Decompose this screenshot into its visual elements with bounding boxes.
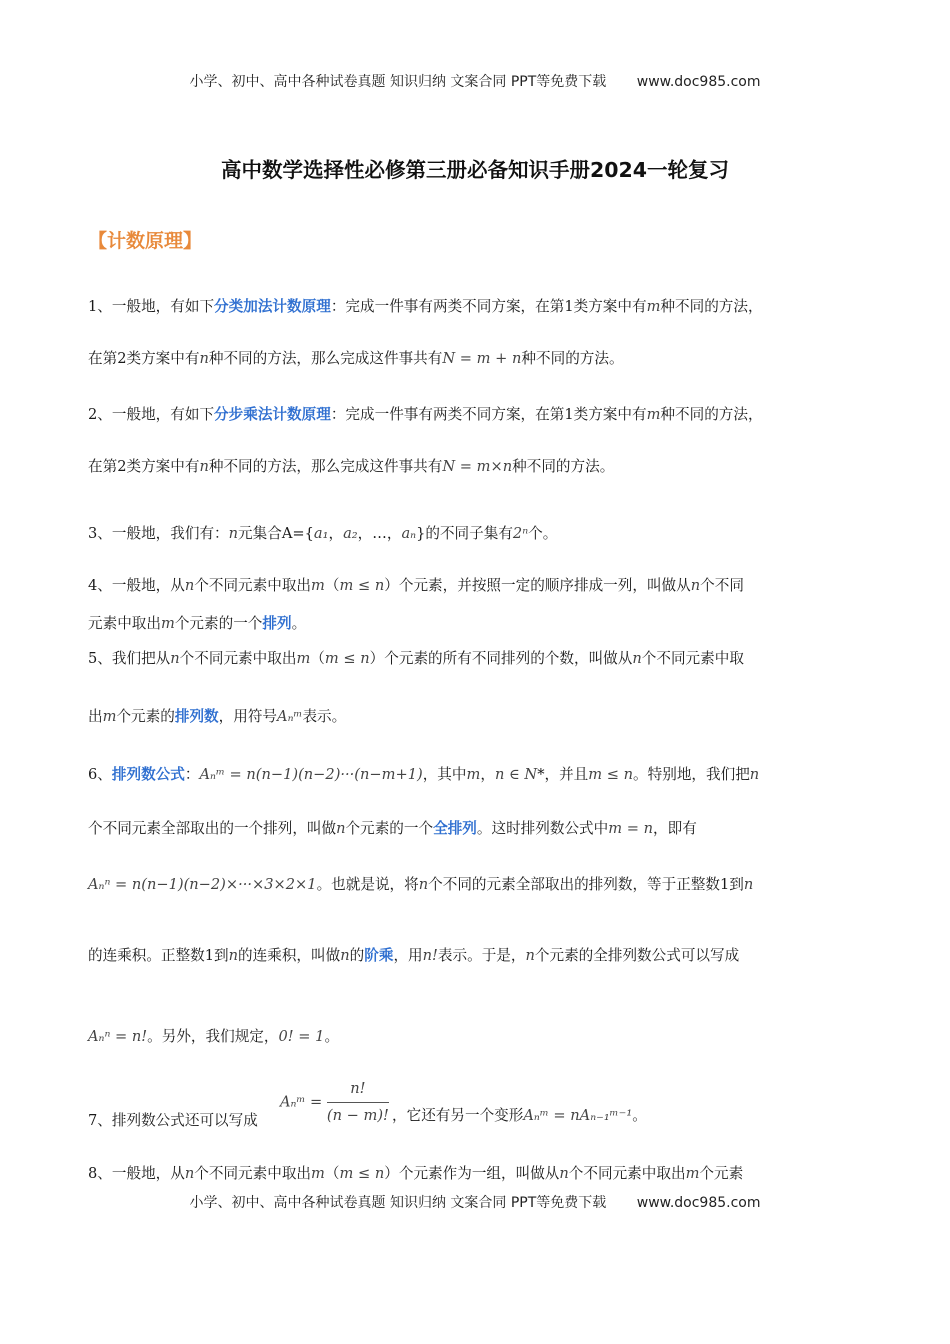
math-m: m <box>102 708 117 725</box>
math-n-factorial: n! <box>422 947 438 964</box>
item-2-line-2 <box>88 457 614 477</box>
text: 的 <box>349 947 365 964</box>
text: 个元素的一个 <box>345 820 434 837</box>
text: 个元素 <box>699 1165 744 1182</box>
math-m: m <box>466 766 481 783</box>
text: 元素中取出 <box>88 615 161 632</box>
text: ） <box>369 650 385 667</box>
text: ， <box>357 525 373 542</box>
item-6-line-3 <box>88 875 753 895</box>
text: *，并且 <box>537 766 589 783</box>
text: ：完成一件事有两类不同方案，在第1类方案中有 <box>330 298 647 315</box>
text: 个不同 <box>700 577 744 594</box>
math-n: n <box>336 820 346 837</box>
text: 表示。 <box>302 708 347 725</box>
header-site: www.doc985.com <box>636 74 761 90</box>
text: 的连乘积。正整数1到 <box>88 947 229 964</box>
text: 种不同的方法，那么完成这件事共有 <box>208 350 443 367</box>
text: 种不同的方法。 <box>521 350 624 367</box>
fraction-denominator: (n − m)! <box>326 1107 389 1124</box>
math-n: n <box>559 1165 569 1182</box>
math-A-variant: Aₙᵐ = nAₙ₋₁ᵐ⁻¹ <box>523 1107 633 1124</box>
item-1-line-1 <box>88 297 763 317</box>
text: 6、 <box>88 766 112 783</box>
math-m-le-n: m ≤ n <box>324 650 370 667</box>
footer-text: 小学、初中、高中各种试卷真题 知识归纳 文案合同 PPT等免费下载 <box>189 1195 607 1211</box>
math-m: m <box>296 650 311 667</box>
math-n: n <box>184 1165 195 1182</box>
math-a2: a₂ <box>343 525 358 542</box>
text: ，即有 <box>653 820 697 837</box>
keyword-permutation-formula: 排列数公式 <box>111 766 185 783</box>
item-7-variant <box>392 1106 647 1126</box>
text: 种不同的方法，那么完成这件事共有 <box>208 458 443 475</box>
math-n: n <box>184 577 195 594</box>
text: 个元素的 <box>116 708 175 725</box>
text: ， <box>480 766 495 783</box>
text: （ <box>324 577 340 594</box>
keyword-factorial: 阶乘 <box>364 947 394 964</box>
item-7-fraction-formula <box>280 1078 389 1127</box>
text: …， <box>372 525 402 542</box>
item-1-line-2 <box>88 349 624 369</box>
text: ：完成一件事有两类不同方案，在第1类方案中有 <box>330 406 647 423</box>
text: 个。 <box>528 525 558 542</box>
text: 4、一般地，从 <box>88 577 185 594</box>
math-A-mn: Aₙᵐ <box>277 708 303 725</box>
item-3-line-1 <box>88 524 557 544</box>
text: 种不同的方法， <box>660 298 763 315</box>
item-5-line-1 <box>88 649 744 669</box>
text: 的连乘积，叫做 <box>238 947 341 964</box>
math-n-in-N: n ∈ N <box>494 766 538 783</box>
text: ，用符号 <box>218 708 278 725</box>
text: ） <box>384 577 399 594</box>
text: ） <box>384 1165 399 1182</box>
text: 个不同元素中取出 <box>568 1165 686 1182</box>
fraction-numerator: n! <box>327 1078 389 1103</box>
text: 。特别地，我们把 <box>633 766 750 783</box>
math-n: n <box>340 947 350 964</box>
text: 。也就是说，将 <box>316 876 419 893</box>
math-n: n <box>418 876 429 893</box>
math-m-le-n: m ≤ n <box>339 1165 385 1182</box>
text: 个元素，并按照一定的顺序排成一列，叫做从 <box>398 577 691 594</box>
item-5-line-2 <box>88 707 346 727</box>
text: 8、一般地，从 <box>88 1165 185 1182</box>
math-n: n <box>749 766 760 783</box>
text: 表示。于是， <box>437 947 526 964</box>
math-n: n <box>170 650 180 667</box>
math-an: aₙ <box>401 525 417 542</box>
item-6-line-2 <box>88 819 697 839</box>
keyword-permutation-number: 排列数 <box>174 708 219 725</box>
math-n: n <box>199 458 209 475</box>
text: ： <box>184 766 200 783</box>
text: （ <box>324 1165 340 1182</box>
item-4-line-1 <box>88 576 744 596</box>
item-6-line-4 <box>88 946 739 966</box>
math-m: m <box>311 1165 325 1182</box>
math-m: m <box>646 298 661 315</box>
fraction <box>327 1078 389 1127</box>
text: ，用 <box>393 947 423 964</box>
keyword-addition-principle: 分类加法计数原理 <box>214 298 331 315</box>
text: 个元素的所有不同排列的个数，叫做从 <box>384 650 633 667</box>
header-text: 小学、初中、高中各种试卷真题 知识归纳 文案合同 PPT等免费下载 <box>189 74 607 90</box>
math-n: n <box>632 650 642 667</box>
math-n: n <box>199 350 209 367</box>
text: 。 <box>324 1028 340 1045</box>
math-m: m <box>646 406 661 423</box>
math-n: n <box>525 947 535 964</box>
item-8-line-1 <box>88 1164 743 1184</box>
keyword-permutation: 排列 <box>262 615 292 632</box>
item-7-text <box>88 1111 258 1131</box>
math-A-lhs: Aₙᵐ = <box>280 1093 323 1111</box>
math-m: m <box>685 1165 700 1182</box>
math-A-nn-factorial: Aₙⁿ = n! <box>88 1028 148 1045</box>
text: 个不同元素中取 <box>641 650 744 667</box>
math-n: n <box>228 525 239 542</box>
section-heading: 【计数原理】 <box>88 230 203 252</box>
keyword-full-permutation: 全排列 <box>433 820 477 837</box>
page-header <box>0 71 950 91</box>
math-m-le-n: m ≤ n <box>588 766 634 783</box>
text: 在第2类方案中有 <box>88 350 200 367</box>
keyword-multiplication-principle: 分步乘法计数原理 <box>214 406 331 423</box>
math-a1: a₁ <box>313 525 329 542</box>
text: 。另外，我们规定， <box>147 1028 279 1045</box>
text: 2、一般地，有如下 <box>88 406 215 423</box>
text: 个元素作为一组，叫做从 <box>398 1165 560 1182</box>
document-title: 高中数学选择性必修第三册必备知识手册2024一轮复习 <box>220 158 730 182</box>
math-n: n <box>690 577 701 594</box>
text: 出 <box>88 708 103 725</box>
math-product: N = m×n <box>442 458 513 475</box>
text: }的不同子集有 <box>416 525 513 542</box>
item-6-line-1 <box>88 765 759 785</box>
item-2-line-1 <box>88 405 763 425</box>
math-zero-factorial: 0! = 1 <box>278 1028 325 1045</box>
math-sum: N = m + n <box>442 350 522 367</box>
math-m: m <box>160 615 175 632</box>
text: 。 <box>632 1107 647 1124</box>
text: 1、一般地，有如下 <box>88 298 215 315</box>
math-A-full: Aₙⁿ = n(n−1)(n−2)×···×3×2×1 <box>88 876 317 893</box>
math-n: n <box>743 876 754 893</box>
text: 个不同元素中取出 <box>179 650 297 667</box>
text: 种不同的方法， <box>660 406 763 423</box>
text: 7、排列数公式还可以写成 <box>88 1112 258 1129</box>
text: 个元素的全排列数公式可以写成 <box>534 947 740 964</box>
text: 。 <box>291 615 307 632</box>
math-m: m <box>311 577 325 594</box>
text: 。这时排列数公式中 <box>476 820 609 837</box>
math-m-le-n: m ≤ n <box>339 577 385 594</box>
text: ，其中 <box>422 766 467 783</box>
text: 5、我们把从 <box>88 650 171 667</box>
text: ， <box>328 525 344 542</box>
math-m-eq-n: m = n <box>608 820 653 837</box>
text: 个不同元素中取出 <box>194 1165 312 1182</box>
item-4-line-2 <box>88 614 306 634</box>
footer-site: www.doc985.com <box>636 1195 761 1211</box>
item-6-line-5 <box>88 1027 339 1047</box>
page-footer <box>0 1192 950 1212</box>
math-A-formula: Aₙᵐ = n(n−1)(n−2)···(n−m+1) <box>199 766 423 783</box>
text: ，它还有另一个变形 <box>392 1107 524 1124</box>
text: 个不同元素全部取出的一个排列，叫做 <box>88 820 337 837</box>
text: 种不同的方法。 <box>512 458 615 475</box>
text: 个不同元素中取出 <box>194 577 312 594</box>
text: 在第2类方案中有 <box>88 458 200 475</box>
math-n: n <box>228 947 239 964</box>
text: （ <box>310 650 325 667</box>
text: 个不同的元素全部取出的排列数，等于正整数1到 <box>428 876 744 893</box>
math-2n: 2ⁿ <box>512 525 529 542</box>
text: 3、一般地，我们有： <box>88 525 229 542</box>
text: 个元素的一个 <box>174 615 263 632</box>
text: 元集合A={ <box>238 525 314 542</box>
